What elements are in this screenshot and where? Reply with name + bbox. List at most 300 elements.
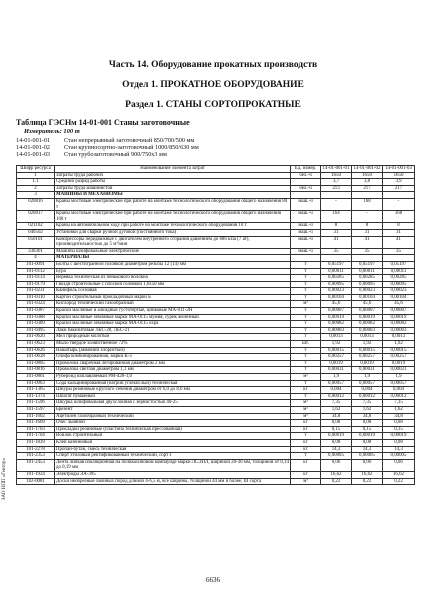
cell-v2: 1650 — [352, 172, 383, 179]
cell-unit: маш.-ч — [291, 229, 321, 236]
cell-v1: 0,00005 — [321, 453, 352, 460]
cell-v3: 34,8 — [383, 413, 415, 420]
cell-v3: 3,9 — [383, 179, 415, 186]
cell-name: МАТЕРИАЛЫ — [55, 255, 291, 262]
cell-v2: 0,004 — [352, 387, 383, 394]
table-row — [17, 308, 415, 315]
cell-unit: чел.-ч — [291, 172, 321, 179]
cell-v3: - — [383, 198, 415, 210]
cell-v2: 0,00005 — [352, 453, 383, 460]
cell-v1: 0,00285 — [321, 275, 352, 282]
table-row — [17, 367, 415, 374]
cell-v3: 31 — [383, 229, 415, 236]
cell-v3: 0,05197 — [383, 261, 415, 268]
cell-name: Краны мостовые электрические при работе на монтаже технологического оборудования общего назначения 80 т — [55, 198, 291, 210]
table-row — [17, 406, 415, 413]
cell-v3: 1650 — [383, 172, 415, 179]
cell-v3: 0,00082 — [383, 321, 415, 328]
cell-v3: 0,00012 — [383, 393, 415, 400]
cell-v2: 14,3 — [352, 446, 383, 453]
cell-code: 021102 — [17, 223, 55, 230]
cell-name: Проволока светлая диаметром 1,1 мм — [55, 367, 291, 374]
table-row — [17, 236, 415, 248]
cell-code: 101-0626 — [17, 347, 55, 354]
cell-unit: т — [291, 354, 321, 361]
table-row — [17, 198, 415, 210]
cell-code: 3 — [17, 192, 55, 199]
part-title: Часть 14. Оборудование прокатных производств — [108, 60, 318, 70]
cell-v3: 0,00095 — [383, 281, 415, 288]
cell-v1: 0,15 — [321, 426, 352, 433]
cell-name: Канифоль сосновая — [55, 288, 291, 295]
col-header-name: Наименование элемента затрат — [55, 166, 291, 173]
cell-v2: 0,00057 — [352, 380, 383, 387]
cell-v1: 0,00082 — [321, 321, 352, 328]
cell-v2: 217 — [352, 185, 383, 192]
cell-v3 — [383, 255, 415, 262]
cell-code: 4 — [17, 255, 55, 262]
table-row — [17, 314, 415, 321]
cell-name: Мел природный молотый — [55, 334, 291, 341]
cell-v1: 0,004 — [321, 387, 352, 394]
cell-v3: 7,35 — [383, 400, 415, 407]
cell-name: Компрессоры передвижные с двигателем внутреннего сгорания давлением до 686 кПа (7 ат), производительностью до 5 м³/мин — [55, 236, 291, 248]
cell-v2: 0,00012 — [352, 393, 383, 400]
cell-v2: 0,08 — [352, 420, 383, 427]
cell-code: 101-0112 — [17, 268, 55, 275]
cell-unit: т — [291, 261, 321, 268]
table-row — [17, 413, 415, 420]
cell-v3: 0,08 — [383, 439, 415, 446]
cell-name: МАШИНЫ И МЕХАНИЗМЫ — [55, 192, 291, 199]
cell-unit: т — [291, 347, 321, 354]
cell-unit: т — [291, 294, 321, 301]
cell-name: Средний разряд работы — [55, 179, 291, 186]
cell-code: 101-0324 — [17, 301, 55, 308]
cell-code: 101-0387 — [17, 308, 55, 315]
cell-unit: м² — [291, 374, 321, 381]
cell-code: 050101 — [17, 236, 55, 248]
cell-name: Войлок строительный — [55, 433, 291, 440]
cell-name: Электроды ЭА-395 — [55, 471, 291, 478]
cell-unit: маш.-ч — [291, 211, 321, 223]
cell-code: 102-0081 — [17, 478, 55, 485]
page-number: 6636 — [206, 576, 220, 584]
table-row — [17, 471, 415, 478]
cell-v1: 1,9 — [321, 374, 352, 381]
cell-v1: 31 — [321, 229, 352, 236]
cell-v3: 0,06 — [383, 459, 415, 471]
cell-v3: 35 — [383, 248, 415, 255]
cell-v3: 16,62 — [383, 471, 415, 478]
code-list-name: Стан крупносортно-заготовочный 1000/850/630 мм — [64, 144, 199, 152]
cell-unit: т — [291, 268, 321, 275]
table-row — [17, 459, 415, 471]
cell-v3: 45,6 — [383, 301, 415, 308]
table-row — [17, 374, 415, 381]
cell-v2 — [352, 192, 383, 199]
cell-v1: 0,00012 — [321, 393, 352, 400]
cell-code: 040502 — [17, 229, 55, 236]
cell-v1: 0,00007 — [321, 308, 352, 315]
cell-code: 101-1669 — [17, 420, 55, 427]
cell-code: 101-0623 — [17, 341, 55, 348]
cell-name: Лаки бакелитовые ЛБС-20, ЛБС-21 — [55, 327, 291, 334]
cell-code: 101-1924 — [17, 471, 55, 478]
cell-v1: 213 — [321, 185, 352, 192]
cell-v3: 217 — [383, 185, 415, 192]
cell-v1 — [321, 192, 352, 199]
cell-name: Болты с шестигранной головкой диаметром резьбы 12 (14) мм — [55, 261, 291, 268]
cell-v1: 7,35 — [321, 400, 352, 407]
cell-unit: м² — [291, 406, 321, 413]
cell-v2: 1,9 — [352, 374, 383, 381]
section-title: Раздел 1. СТАНЫ СОРТОПРОКАТНЫЕ — [125, 100, 301, 110]
code-list-code: 14-01-001-03 — [16, 151, 51, 159]
cell-name: Краны мостовые электрические при работе на монтаже технологического оборудования общего назначения 100 т — [55, 211, 291, 223]
col-header-unit: Ед. измер. — [291, 166, 321, 173]
cell-v1: 0,22 — [321, 478, 352, 485]
cell-code: 101-0628 — [17, 354, 55, 361]
cell-v2: 0,15 — [352, 426, 383, 433]
cell-code: 101-0091 — [17, 261, 55, 268]
cell-v3: 41 — [383, 236, 415, 248]
cell-code: 101-2453 — [17, 459, 55, 471]
cell-name: Ацетилен газообразный технический — [55, 413, 291, 420]
cell-v3: 0,0013 — [383, 334, 415, 341]
cell-v3: 0,00104 — [383, 294, 415, 301]
cell-v3: 0,0019 — [383, 360, 415, 367]
table-row — [17, 341, 415, 348]
table-row — [17, 275, 415, 282]
cell-unit: т — [291, 334, 321, 341]
cell-v2 — [352, 255, 383, 262]
cell-v1: 0,00257 — [321, 354, 352, 361]
cell-v3: 14,3 — [383, 446, 415, 453]
table-row — [17, 261, 415, 268]
code-list-item — [16, 137, 199, 144]
cell-unit: кг — [291, 471, 321, 478]
col-header-v2: 14-01-001-02 — [352, 166, 383, 173]
cell-name: Проволока сварочная легированная диаметром 2 мм — [55, 360, 291, 367]
cell-v1: 14,3 — [321, 446, 352, 453]
table-row — [17, 268, 415, 275]
cell-unit: маш.-ч — [291, 248, 321, 255]
cell-code: 101-0231 — [17, 288, 55, 295]
col-header-v3: 14-01-001-03 — [383, 166, 415, 173]
cell-name: Краны на автомобильном ходу при работе на монтаже технологического оборудования 10 т — [55, 223, 291, 230]
cell-v2: 0,08 — [352, 439, 383, 446]
table-row — [17, 211, 415, 223]
cell-v2: 31 — [352, 229, 383, 236]
cell-unit — [291, 192, 321, 199]
cell-v3: 0,00257 — [383, 354, 415, 361]
cell-v1: 0,00015 — [321, 347, 352, 354]
cell-v2: 7,35 — [352, 400, 383, 407]
cell-code: 101-2353 — [17, 453, 55, 460]
cell-unit: т — [291, 393, 321, 400]
table-row — [17, 301, 415, 308]
cell-code: 101-0963 — [17, 380, 55, 387]
cell-code: 101-2278 — [17, 446, 55, 453]
cell-name: Картон строительный прокладочный марки Б — [55, 294, 291, 301]
cell-v1: 0,00104 — [321, 294, 352, 301]
code-list-code: 14-01-001-01 — [16, 137, 51, 144]
cell-v1: 0,00019 — [321, 314, 352, 321]
cell-name: Шпагат бумажный — [55, 393, 291, 400]
cell-v3: 0,00031 — [383, 367, 415, 374]
cell-name: Сода кальцинированная (натрий углекислый) техническая — [55, 380, 291, 387]
cell-name: Гвозди строительные с плоской головкой 1,6х50 мм — [55, 281, 291, 288]
cell-unit: м³ — [291, 413, 321, 420]
table-row — [17, 185, 415, 192]
cell-v1: 0,00095 — [321, 281, 352, 288]
cell-unit: маш.-ч — [291, 223, 321, 230]
cell-v3: 0,00057 — [383, 380, 415, 387]
cell-v2: 1,92 — [352, 341, 383, 348]
table-row — [17, 478, 415, 485]
cell-code: 2 — [17, 185, 55, 192]
cell-unit: м³ — [291, 301, 321, 308]
cell-v2: 0,00104 — [352, 294, 383, 301]
cell-name: Краски масляные земляные марки МА-0115 мумия, сурик железный — [55, 314, 291, 321]
cell-v2: 0,00082 — [352, 321, 383, 328]
table-row — [17, 281, 415, 288]
cell-v3: 0,00007 — [383, 308, 415, 315]
cell-v1 — [321, 255, 352, 262]
cell-code: 101-0310 — [17, 294, 55, 301]
cell-unit: т — [291, 275, 321, 282]
cell-code: 101-0495 — [17, 327, 55, 334]
cell-name: Нашатырь (аммоний хлористый) — [55, 347, 291, 354]
cell-v3: 0,00019 — [383, 433, 415, 440]
cell-v2: 0,0019 — [352, 360, 383, 367]
cell-code: 101-0389 — [17, 321, 55, 328]
cell-v2: 0,00007 — [352, 308, 383, 315]
cell-name: Затраты труда машинистов — [55, 185, 291, 192]
table-row — [17, 453, 415, 460]
cell-name: Кислород технический газообразный — [55, 301, 291, 308]
cell-unit: т — [291, 314, 321, 321]
cell-v3: 8 — [383, 223, 415, 230]
cell-name: Олифа комбинированная, марки К-3 — [55, 354, 291, 361]
cell-v1: 8 — [321, 223, 352, 230]
cell-v2: 16,62 — [352, 471, 383, 478]
cell-name: Клей казеиновый — [55, 439, 291, 446]
cell-name: Доски необрезные хвойных пород длиной 4-6,5 м, все ширины, толщиной 44 мм и более, III сорта — [55, 478, 291, 485]
cell-v2: 41 — [352, 236, 383, 248]
cell-code: 101-0805 — [17, 360, 55, 367]
cell-v1: 1,92 — [321, 341, 352, 348]
cell-name: Затраты труда рабочих — [55, 172, 291, 179]
cell-v2: 0,00285 — [352, 275, 383, 282]
cell-v1: 34,8 — [321, 413, 352, 420]
cell-v2: 0,00095 — [352, 281, 383, 288]
table-row — [17, 229, 415, 236]
cell-unit: кг — [291, 439, 321, 446]
table-row — [17, 347, 415, 354]
cell-v3: 0,004 — [383, 387, 415, 394]
cell-unit: т — [291, 321, 321, 328]
code-list-item — [16, 144, 199, 151]
department-title: Отдел 1. ПРОКАТНОЕ ОБОРУДОВАНИЕ — [122, 80, 304, 90]
cell-unit: т — [291, 327, 321, 334]
cell-unit: т — [291, 367, 321, 374]
cell-code: 101-0816 — [17, 367, 55, 374]
cell-v3: 1,9 — [383, 374, 415, 381]
cell-unit: кг — [291, 387, 321, 394]
cell-code: 101-1703 — [17, 426, 55, 433]
cell-v1: 0,00011 — [321, 268, 352, 275]
cell-v2: 0,00023 — [352, 288, 383, 295]
cell-v1: 0,0013 — [321, 334, 352, 341]
cell-unit — [291, 255, 321, 262]
cell-code: 1 — [17, 172, 55, 179]
cell-v1: 0,0019 — [321, 360, 352, 367]
cell-unit: кг — [291, 426, 321, 433]
cell-code: 101-0620 — [17, 334, 55, 341]
cell-v2: 0,22 — [352, 478, 383, 485]
table-title: Таблица ГЭСНм 14-01-001 Станы заготовочные — [16, 118, 190, 127]
table-row — [17, 387, 415, 394]
cell-unit: шт. — [291, 341, 321, 348]
cell-v1: - — [321, 198, 352, 210]
cell-unit: т — [291, 281, 321, 288]
cell-name: Рубероид наплавляемый РМ-420-1,0 — [55, 374, 291, 381]
cell-v1: 0,08 — [321, 439, 352, 446]
cell-v2: 0,0013 — [352, 334, 383, 341]
cell-v1: 164 — [321, 211, 352, 223]
cell-code: 101-0861 — [17, 374, 55, 381]
cell-name: Брезент — [55, 406, 291, 413]
cell-v1: 0,00057 — [321, 380, 352, 387]
table-row — [17, 223, 415, 230]
cell-v2: 0,00257 — [352, 354, 383, 361]
table-row — [17, 354, 415, 361]
cell-unit: т — [291, 288, 321, 295]
cell-v1: 0,00019 — [321, 433, 352, 440]
cell-unit: кг — [291, 446, 321, 453]
cell-name: Машины шлифовальные электрические — [55, 248, 291, 255]
cell-v1: 0,00023 — [321, 288, 352, 295]
meter-unit: Измеритель: 100 т — [24, 128, 80, 135]
cell-name: Мыло твердое хозяйственное 72% — [55, 341, 291, 348]
cell-unit: чел.-ч — [291, 185, 321, 192]
cell-v3: 0,00019 — [383, 314, 415, 321]
cell-v3: 0,00003 — [383, 327, 415, 334]
table-row — [17, 393, 415, 400]
cell-v1: 0,05197 — [321, 261, 352, 268]
cell-unit: т — [291, 433, 321, 440]
table-row — [17, 294, 415, 301]
code-list-code: 14-01-001-02 — [16, 144, 51, 152]
cell-code: 101-1374 — [17, 393, 55, 400]
cell-unit — [291, 179, 321, 186]
cell-v3: 0,00285 — [383, 275, 415, 282]
cell-v3: 1,92 — [383, 341, 415, 348]
cell-name: Установки для сварки ручной дуговой (постоянного тока) — [55, 229, 291, 236]
cell-v1: 3,7 — [321, 179, 352, 186]
cell-name: Пропан-бутан, смесь техническая — [55, 446, 291, 453]
cell-v1: 0,00003 — [321, 327, 352, 334]
table-row — [17, 327, 415, 334]
code-list-name: Стан трубозаготовочный 900/750x3 мм — [64, 151, 167, 159]
code-list — [16, 137, 199, 159]
cell-unit: т — [291, 308, 321, 315]
cell-name: Спирт этиловый ректификованный технический, сорт I — [55, 453, 291, 460]
cell-v2: 0,00019 — [352, 433, 383, 440]
cell-code: 101-1597 — [17, 406, 55, 413]
table-body — [17, 172, 415, 485]
cell-v3 — [383, 192, 415, 199]
cell-v2: 0,00019 — [352, 314, 383, 321]
cell-v1: 1,62 — [321, 406, 352, 413]
cell-name: Краски масляные земляные марки МА-0115 охра — [55, 321, 291, 328]
cell-code: 1.1 — [17, 179, 55, 186]
cell-unit: т — [291, 380, 321, 387]
cell-v2: 0,00011 — [352, 268, 383, 275]
table-row — [17, 360, 415, 367]
cell-code: 101-0179 — [17, 281, 55, 288]
table-row — [17, 380, 415, 387]
cell-unit: м³ — [291, 478, 321, 485]
cell-name: Бура — [55, 268, 291, 275]
cell-code: 101-1365 — [17, 387, 55, 394]
cell-code: 020817 — [17, 211, 55, 223]
cell-v1: 35 — [321, 248, 352, 255]
table-row — [17, 248, 415, 255]
cell-v3: 1,62 — [383, 406, 415, 413]
cell-v1: 1650 — [321, 172, 352, 179]
cell-v2: 35 — [352, 248, 383, 255]
cell-name: Шкурка шлифовальная двухслойная с зернистостью 40-25 — [55, 400, 291, 407]
cell-v2: 0,05197 — [352, 261, 383, 268]
cell-name: Веревка техническая из пенькового волокна — [55, 275, 291, 282]
cell-unit: т — [291, 360, 321, 367]
cell-v3: 0,00015 — [383, 347, 415, 354]
cell-code: 101-0114 — [17, 275, 55, 282]
col-header-v1: 14-01-001-01 — [321, 166, 352, 173]
cell-v3: 0,22 — [383, 478, 415, 485]
cell-v3: 0,15 — [383, 426, 415, 433]
cell-v2: 3,8 — [352, 179, 383, 186]
cell-v2: 0,00015 — [352, 347, 383, 354]
cell-unit: кг — [291, 420, 321, 427]
resource-table — [16, 165, 415, 485]
table-row — [17, 420, 415, 427]
side-note: ЗАО НПП «Гектор» — [2, 457, 7, 500]
cell-v2: 0,00003 — [352, 327, 383, 334]
cell-unit: м² — [291, 400, 321, 407]
cell-code: 101-0388 — [17, 314, 55, 321]
cell-code: 330301 — [17, 248, 55, 255]
cell-code: 101-1602 — [17, 413, 55, 420]
cell-v3: 0,08 — [383, 420, 415, 427]
cell-v3: 0,00023 — [383, 288, 415, 295]
col-header-code: Шифр ресурса — [17, 166, 55, 173]
table-row — [17, 288, 415, 295]
cell-v1: 0,00031 — [321, 367, 352, 374]
cell-code: 101-1839 — [17, 439, 55, 446]
cell-code: 101-1596 — [17, 400, 55, 407]
cell-v2: 34,8 — [352, 413, 383, 420]
table-row — [17, 192, 415, 199]
table-row — [17, 446, 415, 453]
cell-v1: 0,06 — [321, 459, 352, 471]
cell-name: Шнуры резиновые круглого сечения диаметром от 6,0 до 8,0 мм — [55, 387, 291, 394]
cell-name: Лента липкая изоляционная на поликасиновом компаунде марки ЛСЭПЛ, шириной 20-30 мм, толщиной от 0,14 до 0,19 мм — [56, 459, 289, 471]
cell-v3: 168 — [383, 211, 415, 223]
